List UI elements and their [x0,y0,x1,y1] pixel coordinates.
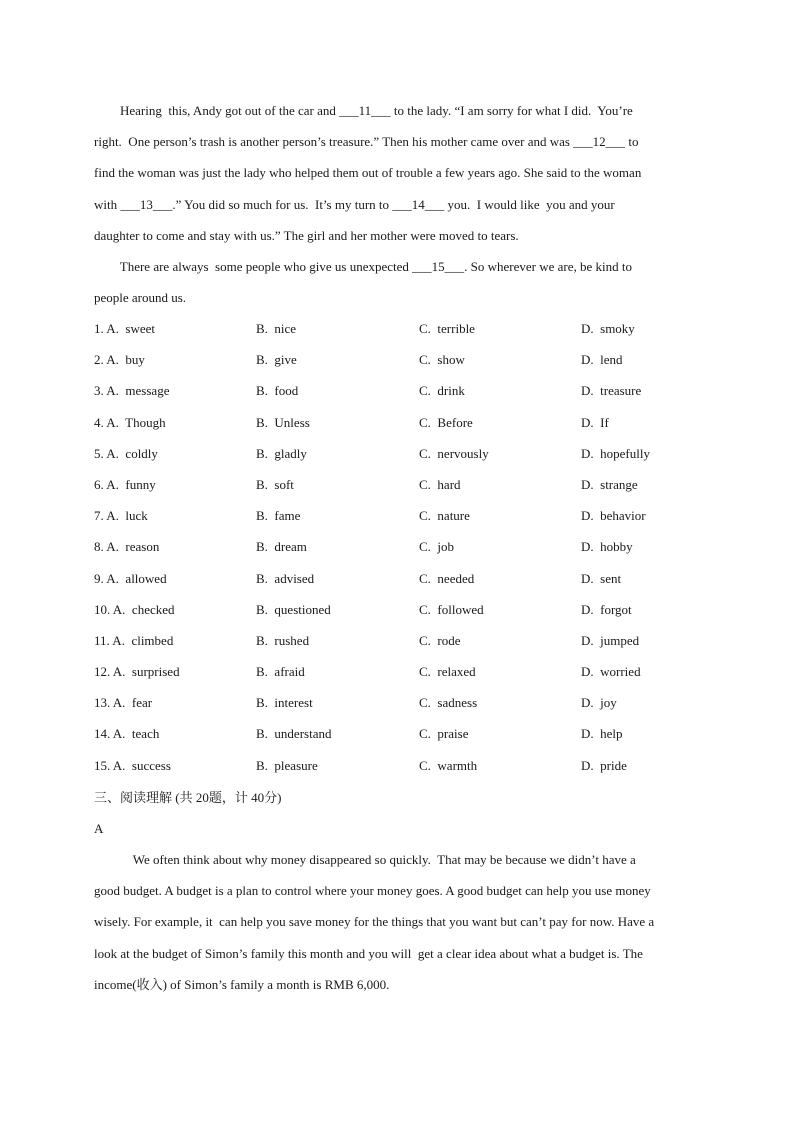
option-choice: D. help [581,726,623,742]
question-option-row [94,375,734,406]
passage-line: daughter to come and stay with us.” The girl and her mother were moved to tears. [94,227,519,243]
question-option-row [94,313,734,344]
question-option-row [94,750,734,781]
option-choice: D. smoky [581,321,635,336]
option-choice: C. hard [419,476,461,492]
passage-line: right. One person’s trash is another person’s treasure.” Then his mother came over and was ___12___ to [94,134,639,150]
option-choice: 5. A. coldly [94,445,158,461]
option-choice: C. sadness [419,695,478,711]
option-choice: B. nice [256,321,297,336]
option-choice: B. gladly [256,445,307,461]
option-choice: D. If [581,414,609,430]
option-choice: D. hobby [581,539,633,555]
passage-line: Hearing this, Andy got out of the car and ___11___ to the lady. “I am sorry for what I did. You’re [94,103,633,118]
option-choice: C. warmth [419,757,478,773]
option-choice: D. treasure [581,383,642,399]
option-choice: 15. A. success [94,757,171,773]
option-choice: B. Unless [256,414,310,430]
option-choice: C. Before [419,414,473,430]
section-letter: A [94,821,104,836]
option-choice: C. praise [419,726,469,742]
option-choice: 7. A. luck [94,508,148,524]
question-option-row [94,718,734,749]
reading-line: good budget. A budget is a plan to control where your money goes. A good budget can help you use money [94,883,651,899]
option-choice: B. fame [256,508,301,524]
option-choice: D. behavior [581,508,646,524]
question-option-row [94,344,734,375]
passage-paragraph [94,95,704,251]
option-choice: B. questioned [256,601,331,617]
reading-line: wisely. For example, it can help you save money for the things that you want but can’t pay for now. Have a [94,914,655,930]
option-choice: C. nature [419,508,470,524]
option-choice: B. food [256,383,299,399]
option-choice: D. pride [581,757,627,773]
option-choice: D. worried [581,664,641,680]
question-option-row [94,687,734,718]
option-choice: B. advised [256,570,315,586]
question-option-row [94,563,734,594]
option-choice: 2. A. buy [94,352,145,368]
option-choice: 13. A. fear [94,695,153,711]
question-option-row [94,438,734,469]
option-choice: D. strange [581,476,638,492]
option-choice: B. interest [256,695,313,711]
option-choice: 12. A. surprised [94,664,180,680]
option-choice: C. terrible [419,321,475,336]
reading-passage-a [94,844,714,1000]
question-option-row [94,531,734,562]
option-choice: B. give [256,352,297,368]
closing-line: people around us. [94,290,187,306]
option-choice: B. pleasure [256,757,318,773]
section-title: 三、阅读理解 (共 20题，计 40分) [94,790,282,805]
reading-line: income(收入) of Simon’s family a month is RMB 6,000. [94,976,390,992]
option-choice: 6. A. funny [94,476,156,492]
option-choice: B. soft [256,476,294,492]
option-choice: B. afraid [256,664,305,680]
option-choice: D. hopefully [581,445,650,461]
option-choice: 3. A. message [94,383,170,399]
option-choice: C. relaxed [419,664,476,680]
option-choice: B. rushed [256,632,310,648]
option-choice: C. nervously [419,445,489,461]
option-choice: 1. A. sweet [94,321,156,336]
reading-line: look at the budget of Simon’s family this month and you will get a clear idea about what a budget is. The [94,945,643,961]
question-option-row [94,625,734,656]
question-option-row [94,594,734,625]
option-choice: 11. A. climbed [94,632,174,648]
option-choice: C. needed [419,570,475,586]
option-choice: C. drink [419,383,465,399]
closing-line: There are always some people who give us unexpected ___15___. So wherever we are, be kind to [94,259,633,274]
option-choice: C. followed [419,601,484,617]
option-choice: D. sent [581,570,622,586]
question-option-row [94,469,734,500]
answer-options [94,313,734,781]
option-choice: B. understand [256,726,332,742]
question-option-row [94,656,734,687]
option-choice: 9. A. allowed [94,570,167,586]
option-choice: 14. A. teach [94,726,160,742]
option-choice: D. jumped [581,632,640,648]
passage-line: find the woman was just the lady who helped them out of trouble a few years ago. She said to the woman [94,165,642,181]
option-choice: 4. A. Though [94,414,166,430]
reading-line: We often think about why money disappeared so quickly. That may be because we didn’t have a [94,852,636,867]
closing-paragraph [94,251,704,313]
option-choice: B. dream [256,539,307,555]
option-choice: 8. A. reason [94,539,160,555]
option-choice: C. show [419,352,465,368]
option-choice: D. forgot [581,601,632,617]
option-choice: C. job [419,539,455,555]
passage-line: with ___13___.” You did so much for us. It’s my turn to ___14___ you. I would like you and your [94,196,615,212]
option-choice: 10. A. checked [94,601,175,617]
question-option-row [94,500,734,531]
option-choice: D. lend [581,352,623,368]
option-choice: C. rode [419,632,461,648]
option-choice: D. joy [581,695,617,711]
question-option-row [94,407,734,438]
